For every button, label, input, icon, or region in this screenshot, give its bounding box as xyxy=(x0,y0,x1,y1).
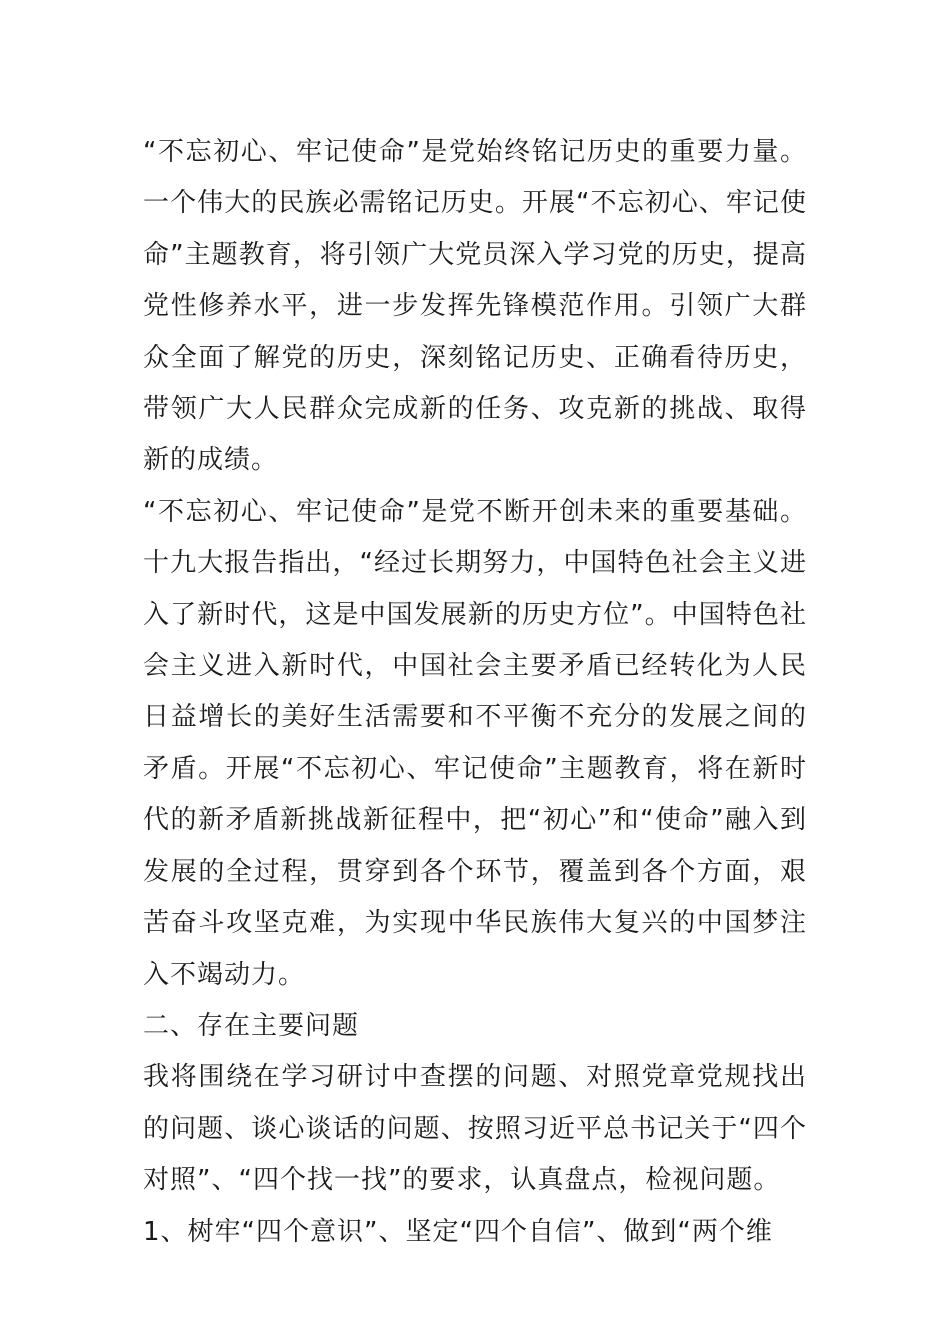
paragraph-create-future: “不忘初心、牢记使命”是党不断开创未来的重要基础。十九大报告指出，“经过长期努力，中国特色社会主义进入了新时代，这是中国发展新的历史方位”。中国特色社会主义进入新时代，中国社会主要矛盾已经转化为人民日益增长的美好生活需要和不平衡不充分的发展之间的矛盾。开展“不忘初心、牢记使命”主题教育，将在新时代的新矛盾新挑战新征程中，把“初心”和“使命”融入到发展的全过程，贯穿到各个环节，覆盖到各个方面，艰苦奋斗攻坚克难，为实现中华民族伟大复兴的中国梦注入不竭动力。 xyxy=(143,496,807,990)
section-heading-main-problems: 二、存在主要问题 xyxy=(143,1010,360,1041)
paragraph-problem-review: 我将围绕在学习研讨中查摆的问题、对照党章党规找出的问题、谈心谈话的问题、按照习近平总书记关于“四个对照”、“四个找一找”的要求，认真盘点，检视问题。 xyxy=(143,1062,807,1196)
paragraph-remember-history: “不忘初心、牢记使命”是党始终铭记历史的重要力量。一个伟大的民族必需铭记历史。开展“不忘初心、牢记使命”主题教育，将引领广大党员深入学习党的历史，提高党性修养水平，进一步发挥先锋模范作用。引领广大群众全面了解党的历史，深刻铭记历史、正确看待历史，带领广大人民群众完成新的任务、攻克新的挑战、取得新的成绩。 xyxy=(143,137,807,476)
list-item-1: 1、树牢“四个意识”、坚定“四个自信”、做到“两个维 xyxy=(143,1216,773,1247)
document-body xyxy=(143,127,807,1258)
